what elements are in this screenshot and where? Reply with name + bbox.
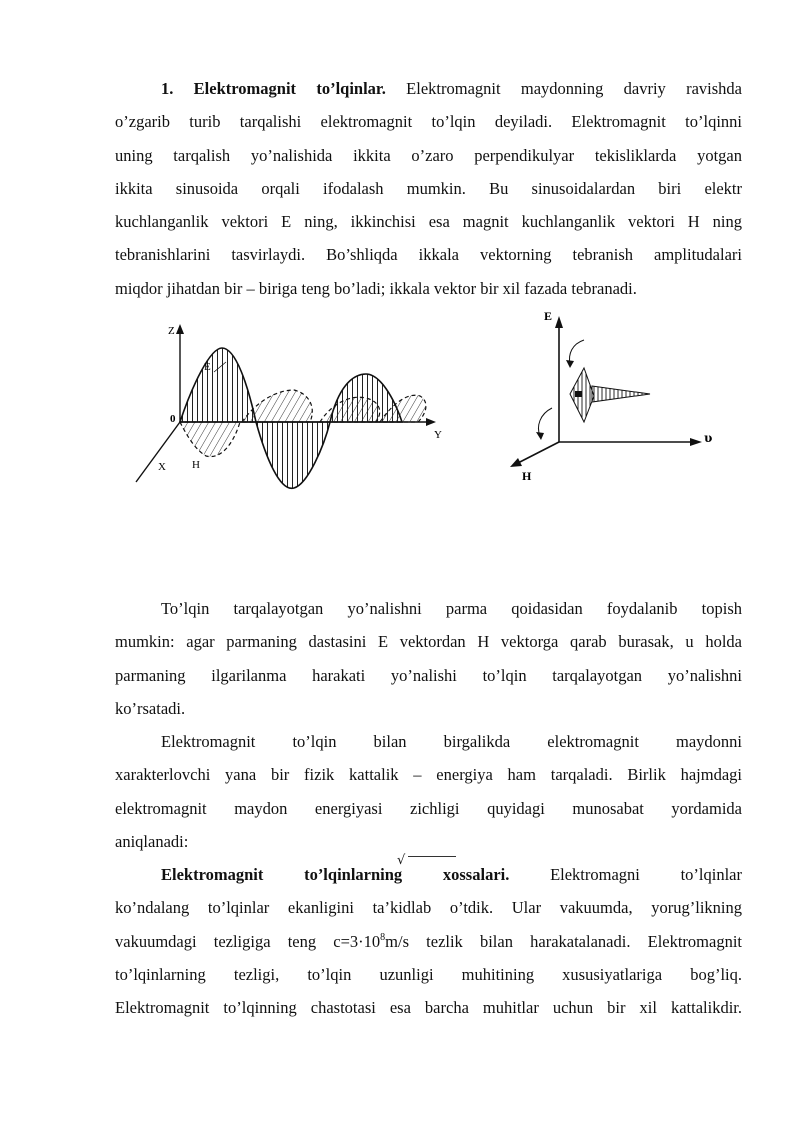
text-line: Elektromagnit to’lqinning chastotasi esa barcha muhitlar uchun bir xil kattalikdir. — [115, 998, 742, 1018]
text-line: ikkita sinusoida orqali ifodalash mumkin. Bu sinusoidalardan biri elektr — [115, 178, 742, 198]
section-heading: 1. Elektromagnit to’lqinlar. — [161, 79, 386, 98]
paragraph-drill-rule — [115, 592, 742, 725]
text-line: xarakterlovchi yana bir fizik kattalik – energiya ham tarqaladi. Birlik hajmdagi — [115, 765, 742, 785]
paragraph-intro — [115, 72, 742, 305]
em-wave-figure — [130, 318, 450, 490]
axis-label-x: X — [158, 461, 166, 473]
wave-label-h: H — [192, 459, 200, 471]
paragraph-energy — [115, 725, 742, 858]
text-line: Elektromagnit to’lqin bilan birgalikda elektromagnit maydonni — [161, 732, 742, 751]
text-line: kuchlanganlik vektori E ning, ikkinchisi esa magnit kuchlanganlik vektori H ning — [115, 212, 742, 232]
paragraph-properties — [115, 858, 742, 1024]
text-line: ko’ndalang to’lqinlar ekanligini ta’kidlab o’tdik. Ular vakuumda, yorug’likning — [115, 898, 742, 918]
vector-label-e: E — [544, 309, 553, 323]
text-line: To’lqin tarqalayotgan yo’nalishni parma qoidasidan foydalanib topish — [161, 599, 742, 618]
vector-label-v: υ — [704, 431, 713, 445]
text-line: aniqlanadi: — [115, 831, 189, 851]
exponent: 8 — [380, 931, 386, 943]
text-line: parmaning ilgarilanma harakati yo’nalishi to’lqin tarqalayotgan yo’nalishni — [115, 665, 742, 685]
text-line: miqdor jihatdan bir – biriga teng bo’ladi; ikkala vektor bir xil fazada tebranadi. — [115, 278, 637, 298]
text-line: uning tarqalish yo’nalishida ikkita o’zaro perpendikulyar tekisliklarda yotgan — [115, 145, 742, 165]
formula-sqrt-bar — [408, 856, 456, 857]
text-line: ko’rsatadi. — [115, 698, 186, 718]
text-line: m/s tezlik bilan harakatalanadi. Elektromagnit — [385, 931, 743, 951]
text-line: elektromagnit maydon energiyasi zichligi quyidagi munosabat yordamida — [115, 798, 742, 818]
text-line: vakuumdagi tezligiga teng c=3·10 — [115, 931, 381, 951]
axis-label-z: Z — [168, 325, 175, 337]
origin-label: 0 — [170, 413, 176, 425]
vector-label-h: H — [522, 469, 532, 483]
text-line: o’zgarib turib tarqalishi elektromagnit to’lqin deyiladi. Elektromagnit to’lqinni — [115, 112, 742, 132]
formula-sqrt-symbol: √ — [397, 853, 406, 868]
text-line: mumkin: agar parmaning dastasini E vektordan H vektorga qarab burasak, u holda — [115, 632, 742, 652]
wave-label-e: E — [204, 361, 211, 373]
axis-label-y: Y — [434, 429, 442, 441]
text-line: Elektromagni to’lqinlar — [509, 865, 742, 884]
vector-diagram-figure — [500, 306, 720, 486]
text-line: tebranishlarini tasvirlaydi. Bo’shliqda ikkala vektorning tebranish amplitudalari — [115, 245, 742, 265]
text-line: to’lqinlarning tezligi, to’lqin uzunligi muhitining xususiyatlariga bog’liq. — [115, 964, 742, 984]
section-heading: Elektromagnit to’lqinlarning xossalari. — [161, 865, 510, 884]
text-line: Elektromagnit maydonning davriy ravishda — [385, 79, 743, 98]
